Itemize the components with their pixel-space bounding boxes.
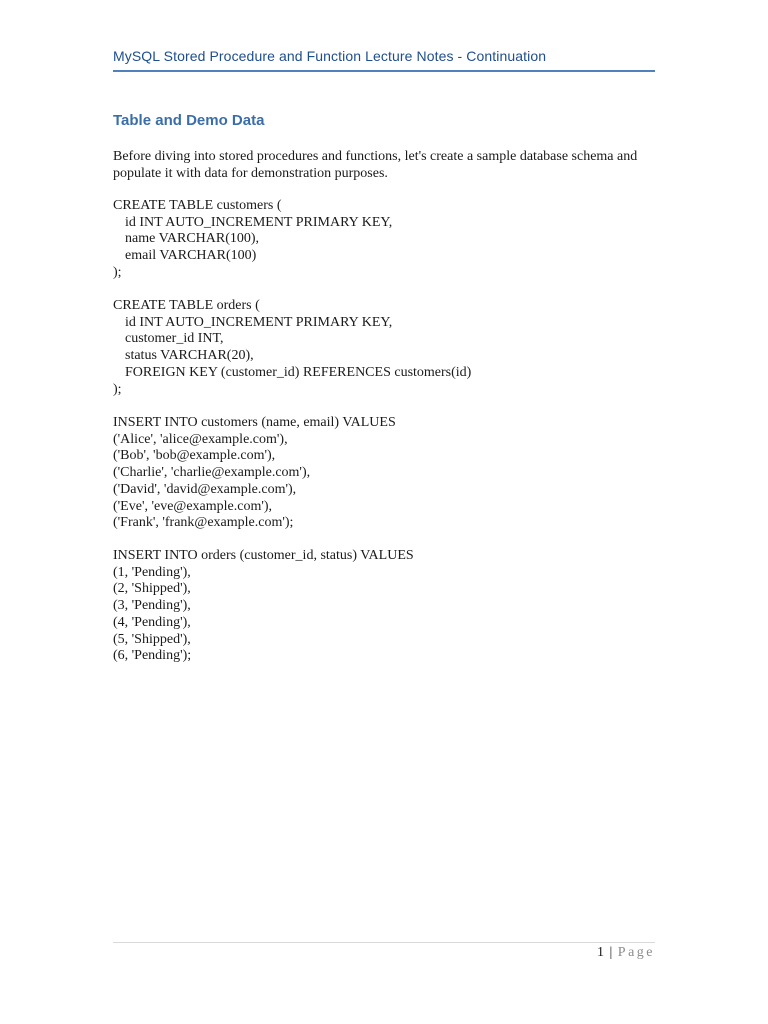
code-line: ('Charlie', 'charlie@example.com'), — [113, 465, 311, 481]
code-line: status VARCHAR(20), — [125, 348, 254, 364]
intro-paragraph: Before diving into stored procedures and functions, let's create a sample database schema and populate it with data for demonstration purposes. — [113, 149, 638, 181]
page-header — [113, 46, 655, 72]
code-line: ('David', 'david@example.com'), — [113, 481, 297, 497]
code-line: CREATE TABLE orders ( — [113, 298, 260, 313]
code-line: FOREIGN KEY (customer_id) REFERENCES customers(id) — [125, 364, 472, 380]
create-orders-table-code — [113, 298, 471, 398]
create-customers-table-code — [113, 198, 392, 282]
code-line: ('Eve', 'eve@example.com'), — [113, 498, 273, 514]
code-line: (3, 'Pending'), — [113, 598, 191, 614]
footer-divider — [113, 942, 655, 943]
page-number: 1 — [596, 945, 604, 960]
code-line: (4, 'Pending'), — [113, 614, 191, 630]
header-title: MySQL Stored Procedure and Function Lecture Notes - Continuation — [113, 48, 547, 64]
code-line: (1, 'Pending'), — [113, 564, 191, 580]
code-line: customer_id INT, — [125, 331, 224, 347]
code-line: ('Bob', 'bob@example.com'), — [113, 448, 276, 464]
code-line: name VARCHAR(100), — [125, 231, 260, 247]
code-line: (2, 'Shipped'), — [113, 581, 191, 597]
code-line: CREATE TABLE customers ( — [113, 198, 282, 213]
page-separator: | — [609, 945, 613, 960]
insert-orders-code — [113, 548, 414, 665]
code-line: email VARCHAR(100) — [125, 248, 257, 264]
code-line: (6, 'Pending'); — [113, 648, 192, 664]
code-line: ); — [113, 264, 122, 280]
insert-customers-code — [113, 415, 396, 532]
code-line: ('Frank', 'frank@example.com'); — [113, 515, 294, 531]
code-line: INSERT INTO orders (customer_id, status) VALUES — [113, 548, 414, 563]
code-line: (5, 'Shipped'), — [113, 631, 191, 647]
page-label: Page — [617, 945, 655, 960]
page-footer — [597, 944, 655, 962]
code-line: id INT AUTO_INCREMENT PRIMARY KEY, — [125, 214, 393, 230]
code-line: INSERT INTO customers (name, email) VALUES — [113, 415, 396, 430]
section-heading: Table and Demo Data — [113, 112, 265, 129]
code-line: id INT AUTO_INCREMENT PRIMARY KEY, — [125, 314, 393, 330]
code-line: ('Alice', 'alice@example.com'), — [113, 431, 288, 447]
code-line: ); — [113, 381, 122, 397]
